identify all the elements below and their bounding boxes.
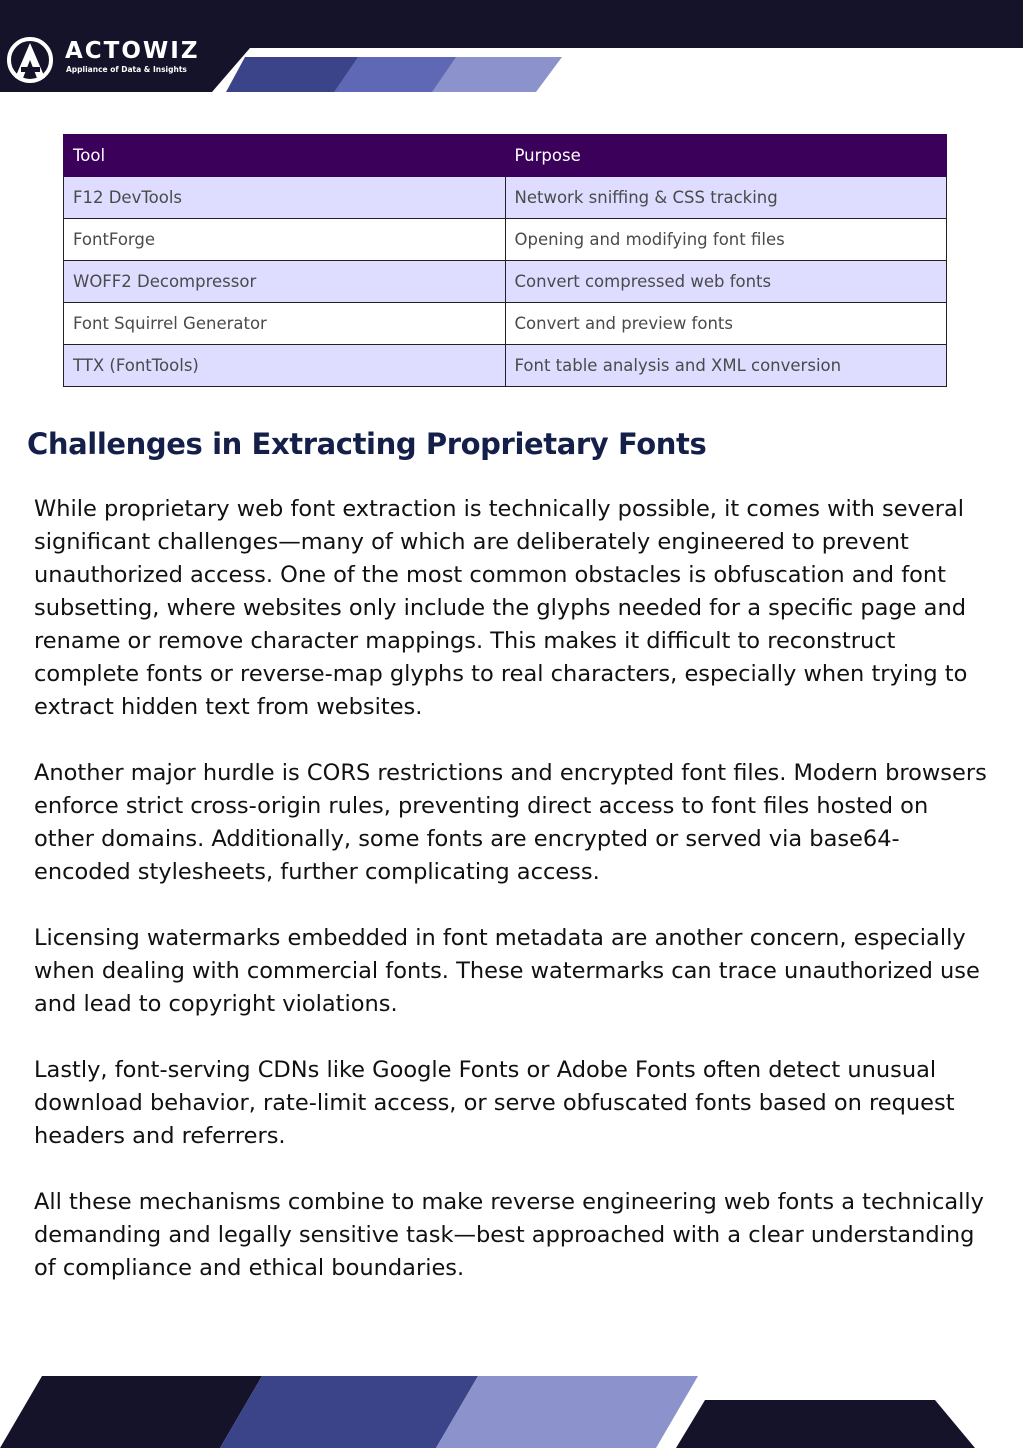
paragraph: Licensing watermarks embedded in font metadata are another concern, especially when dealing with commercial fonts. These watermarks can trace unauthorized use and lead to copyright violations. [34,925,980,1017]
table-cell-tool: Font Squirrel Generator [64,303,506,345]
brand-tagline: Appliance of Data & Insights [66,65,187,74]
section-heading: Challenges in Extracting Proprietary Fonts [27,427,707,461]
table-cell-purpose: Convert and preview fonts [505,303,947,345]
footer-decoration [0,1376,1023,1448]
table-row [64,219,947,261]
table-cell-purpose: Font table analysis and XML conversion [505,345,947,387]
column-header-purpose: Purpose [505,135,947,177]
table-row [64,303,947,345]
table-cell-purpose: Convert compressed web fonts [505,261,947,303]
footer-stripe-indigo [220,1376,478,1448]
table-cell-tool: WOFF2 Decompressor [64,261,506,303]
paragraph: While proprietary web font extraction is technically possible, it comes with several significant challenges—many of which are deliberately engineered to prevent unauthorized access. One of the most common obstacles is obfuscation and font subsetting, where websites only include the glyphs needed for a specific page and rename or remove character mappings. This makes it difficult to reconstruct complete fonts or reverse-map glyphs to real characters, especially when trying to extract hidden text from websites. [34,496,968,720]
footer-stripe-periwinkle [436,1376,698,1448]
brand-logo [6,34,206,86]
table-cell-purpose: Network sniffing & CSS tracking [505,177,947,219]
paragraph: Another major hurdle is CORS restrictions and encrypted font files. Modern browsers enforce strict cross-origin rules, preventing direct access to font files hosted on other domains. Additionally, some fonts are encrypted or served via base64-encoded stylesheets, further complicating access. [34,760,987,885]
section-body [34,493,994,1318]
tools-table [63,134,947,387]
table-header-row [64,135,947,177]
table-row [64,177,947,219]
paragraph: Lastly, font-serving CDNs like Google Fonts or Adobe Fonts often detect unusual download behavior, rate-limit access, or serve obfuscated fonts based on request headers and referrers. [34,1057,955,1149]
table-cell-tool: FontForge [64,219,506,261]
table-row [64,261,947,303]
table-cell-tool: F12 DevTools [64,177,506,219]
table-row [64,345,947,387]
column-header-tool: Tool [64,135,506,177]
paragraph: All these mechanisms combine to make reverse engineering web fonts a technically demanding and legally sensitive task—best approached with a clear understanding of compliance and ethical boundaries. [34,1189,984,1281]
table-cell-tool: TTX (FontTools) [64,345,506,387]
actowiz-a-logo-icon [6,34,56,86]
table-cell-purpose: Opening and modifying font files [505,219,947,261]
brand-name: ACTOWIZ [65,38,200,64]
footer-stripe-navy-left [0,1376,262,1448]
footer-stripe-navy-right [676,1400,975,1448]
